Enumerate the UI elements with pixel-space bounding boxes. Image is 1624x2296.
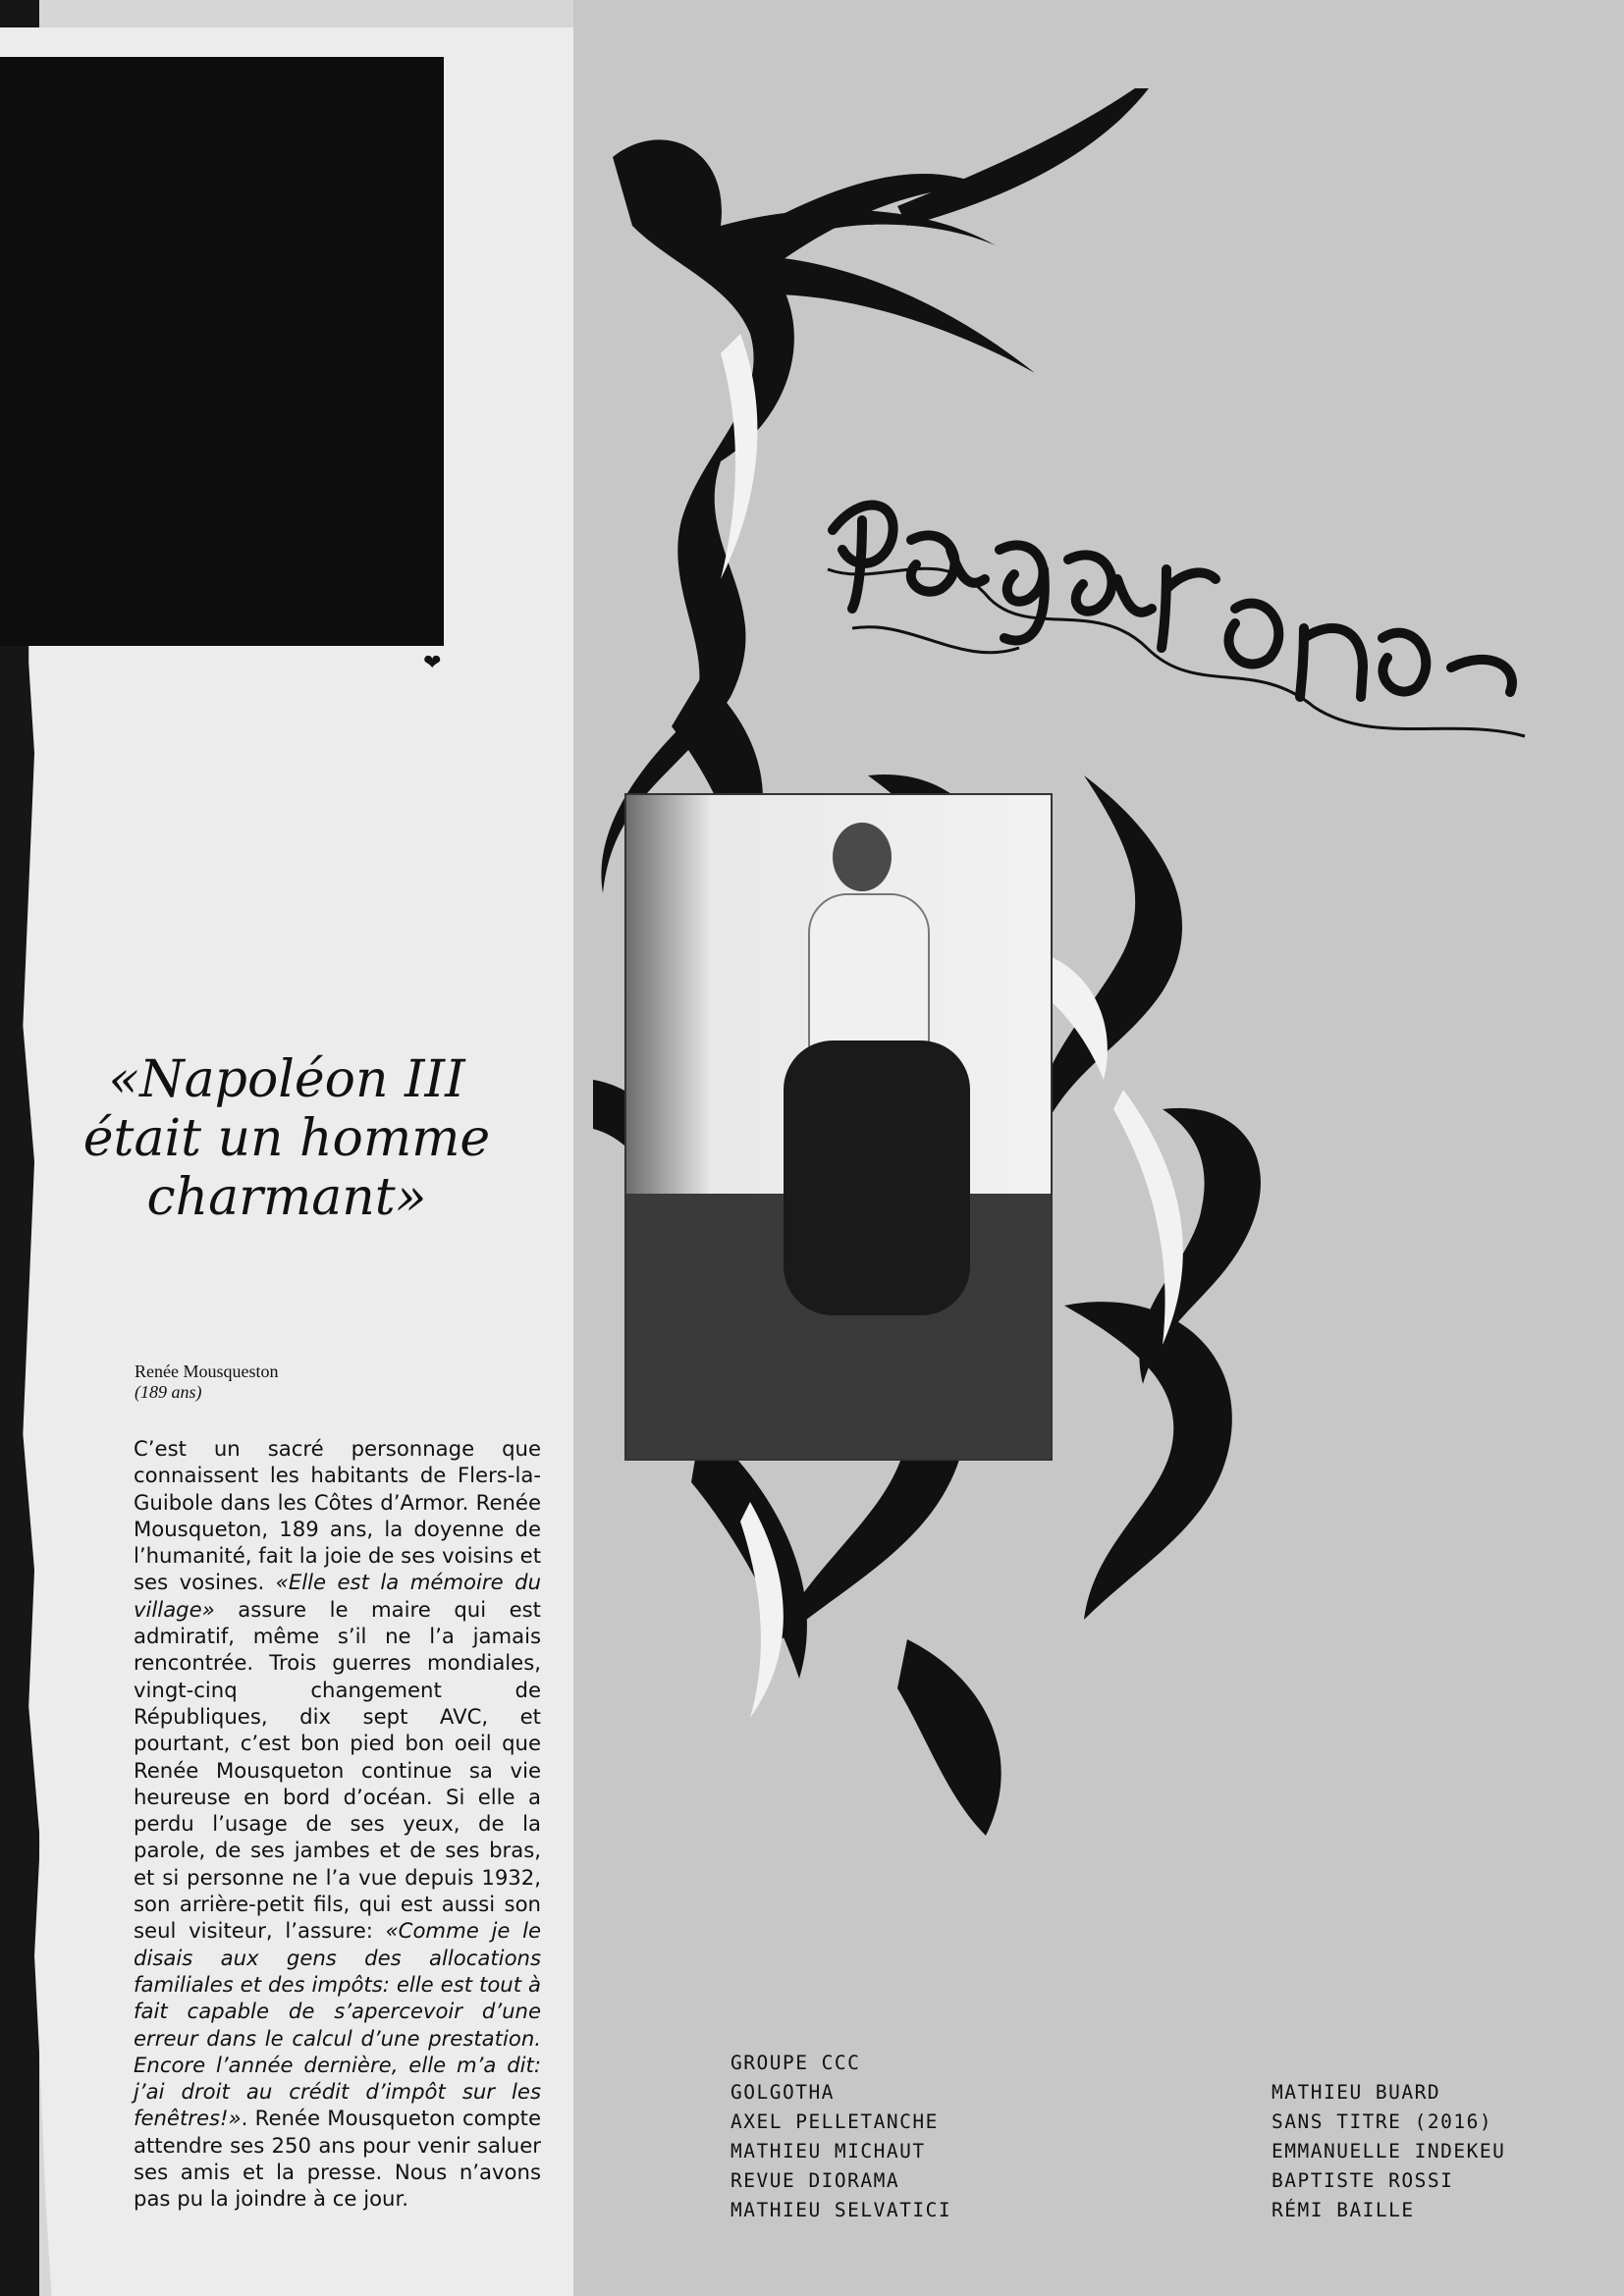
byline <box>135 1362 278 1403</box>
byline-name: Renée Mousqueston <box>135 1362 279 1381</box>
black-image-block <box>0 57 444 646</box>
article-text-1: C’est un sacré personnage que connaissent les habitants de Flers-la-Guibole dans les Côtes d’Armor. Renée Mousqueton, 189 ans, la doyenne de l’humanité, fait la joie de ses voisins et ses vosines. <box>134 1436 541 1595</box>
article-text-2: assure le maire qui est admiratif, même s’il ne l’a jamais rencontrée. Trois guerres mondiales, vingt-cinq changement de Républiques, dix sept AVC, et pourtant, c’est bon pied bon oeil que Renée Mousqueton continue sa vie heureuse en bord d’océan. Si elle a perdu l’usage de ses yeux, de la parole, de ses jambes et de ses bras, et si personne ne l’a vue depuis 1932, son arrière-petit fils, qui est aussi son seul visiteur, l’assure: <box>134 1596 541 1944</box>
list-item: GOLGOTHA <box>731 2081 835 2104</box>
list-item: RÉMI BAILLE <box>1272 2199 1415 2221</box>
photo-figure-body <box>808 893 930 1054</box>
byline-age: (189 ans) <box>135 1382 202 1402</box>
article-body <box>134 1435 541 2213</box>
list-item: REVUE DIORAMA <box>731 2169 900 2192</box>
contributors-list-right <box>1272 2078 1505 2225</box>
portrait-photo <box>624 793 1053 1461</box>
article-quote-1: «Elle est la mémoire du village» <box>134 1570 541 1622</box>
list-item: SANS TITRE (2016) <box>1272 2110 1493 2133</box>
list-item: MATHIEU SELVATICI <box>731 2199 952 2221</box>
list-item: MATHIEU BUARD <box>1272 2081 1441 2104</box>
pagaronne-calligraphic-logo <box>823 481 1530 775</box>
list-item: GROUPE CCC <box>731 2052 861 2074</box>
photo-figure-legs <box>784 1041 970 1315</box>
list-item: AXEL PELLETANCHE <box>731 2110 939 2133</box>
article-quote-2: «Comme je le disais aux gens des allocations familiales et des impôts: elle est tout à fait capable de s’apercevoir d’une erreur dans le calcul d’une prestation. Encore l’année dernière, elle m’a dit: j’ai droit au crédit d’impôt sur les fenêtres!» <box>134 1918 541 2131</box>
article-text-3: . Renée Mousqueton compte attendre ses 250 ans pour venir saluer ses amis et la presse. Nous n’avons pas pu la joindre à ce jour. <box>134 2106 541 2212</box>
heart-icon: ❤ <box>423 650 442 674</box>
pull-quote: «Napoléon III était un homme charmant» <box>82 1050 491 1227</box>
contributors-list-left <box>731 2049 951 2225</box>
list-item: EMMANUELLE INDEKEU <box>1272 2140 1506 2163</box>
list-item: BAPTISTE ROSSI <box>1272 2169 1454 2192</box>
photo-figure-head <box>833 823 892 891</box>
list-item: MATHIEU MICHAUT <box>731 2140 926 2163</box>
